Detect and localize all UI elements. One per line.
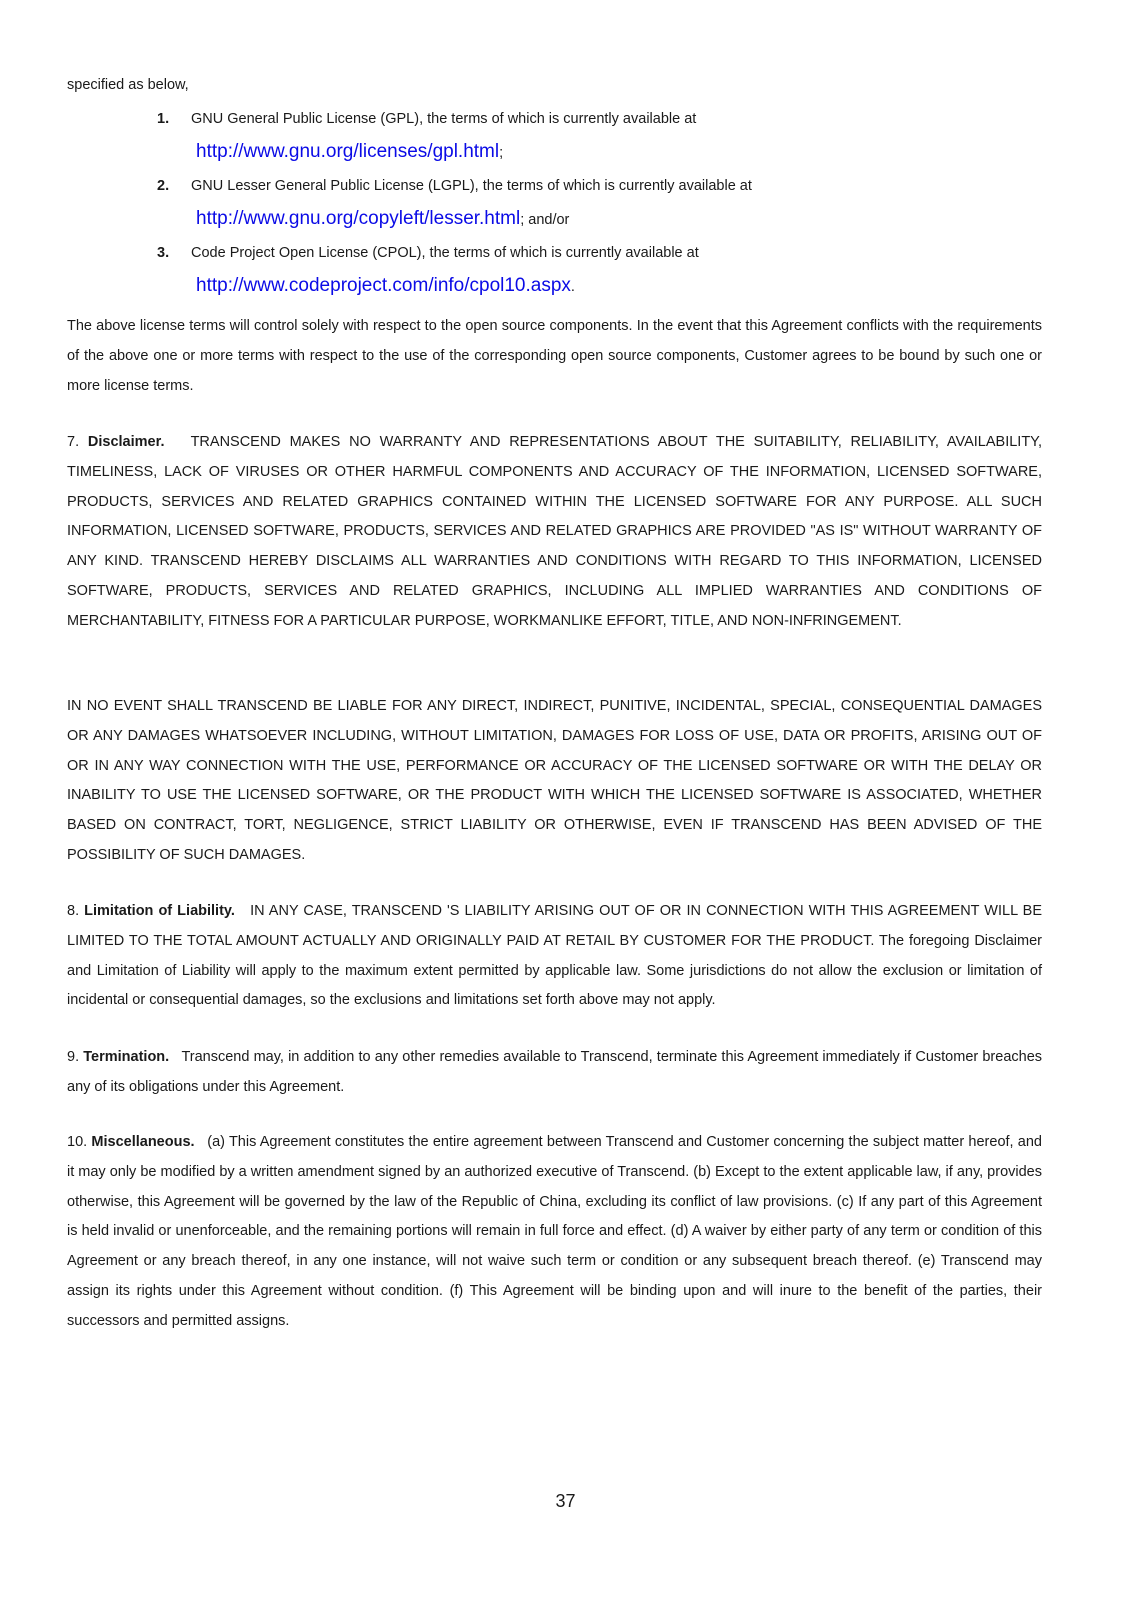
license-link-line (196, 275, 575, 297)
link-suffix: . (570, 279, 575, 295)
section-disclaimer-liability: IN NO EVENT SHALL TRANSCEND BE LIABLE FOR ANY DIRECT, INDIRECT, PUNITIVE, INCIDENTAL, SPECIAL, CONSEQUENTIAL DAMAGES OR ANY DAMAGES WHATSOEVER INCLUDING, WITHOUT LIMITATION, DAMAGES FOR LOSS OF USE, DATA OR PROFITS, ARISING OUT OF OR IN ANY WAY CONNECTION WITH THE USE, PERFORMANCE OR ACCURACY OF THE LICENSED SOFTWARE OR WITH THE DELAY OR INABILITY TO USE THE LICENSED SOFTWARE, OR THE PRODUCT WITH WHICH THE LICENSED SOFTWARE IS ASSOCIATED, WHETHER BASED ON CONTRACT, TORT, NEGLIGENCE, STRICT LIABILITY OR OTHERWISE, EVEN IF TRANSCEND HAS BEEN ADVISED OF THE POSSIBILITY OF SUCH DAMAGES. (67, 698, 1042, 863)
section-body: TRANSCEND MAKES NO WARRANTY AND REPRESENTATIONS ABOUT THE SUITABILITY, RELIABILITY, AVAILABILITY, TIMELINESS, LACK OF VIRUSES OR OTHER HARMFUL COMPONENTS AND ACCURACY OF THE INFORMATION, LICENSED SOFTWARE, PRODUCTS, SERVICES AND RELATED GRAPHICS CONTAINED WITHIN THE LICENSED SOFTWARE FOR ANY PURPOSE. ALL SUCH INFORMATION, LICENSED SOFTWARE, PRODUCTS, SERVICES AND RELATED GRAPHICS ARE PROVIDED "AS IS" WITHOUT WARRANTY OF ANY KIND. TRANSCEND HEREBY DISCLAIMS ALL WARRANTIES AND CONDITIONS WITH REGARD TO THIS INFORMATION, LICENSED SOFTWARE, PRODUCTS, SERVICES AND RELATED GRAPHICS, INCLUDING ALL IMPLIED WARRANTIES AND CONDITIONS OF MERCHANTABILITY, FITNESS FOR A PARTICULAR PURPOSE, WORKMANLIKE EFFORT, TITLE, AND NON-INFRINGEMENT. (67, 434, 1043, 629)
section-number: 10. (67, 1134, 88, 1150)
license-text: GNU General Public License (GPL), the terms of which is currently available at (191, 111, 697, 127)
section-limitation (67, 897, 1042, 1016)
license-text: Code Project Open License (CPOL), the terms of which is currently available at (191, 245, 699, 261)
section-title: Termination. (83, 1049, 170, 1065)
section-number: 9. (67, 1049, 80, 1065)
section-disclaimer (67, 428, 1042, 637)
section-title: Disclaimer. (87, 434, 165, 450)
license-item-cpol (157, 245, 699, 261)
link-suffix: ; (499, 145, 504, 161)
license-link-line (196, 141, 503, 163)
cpol-link[interactable]: http://www.codeproject.com/info/cpol10.aspx (196, 275, 571, 296)
section-number: 7. (67, 434, 80, 450)
section-title: Limitation of Liability. (84, 903, 235, 919)
license-link-line (196, 208, 569, 230)
list-number: 3. (157, 245, 170, 261)
section-body: Transcend may, in addition to any other remedies available to Transcend, terminate this Agreement immediately if Customer breaches any of its obligations under this Agreement. (67, 1049, 1043, 1095)
intro-text: specified as below, (67, 77, 189, 93)
section-number: 8. (67, 903, 80, 919)
license-text: GNU Lesser General Public License (LGPL), the terms of which is currently available at (191, 178, 752, 194)
link-suffix: ; and/or (520, 212, 570, 228)
list-number: 2. (157, 178, 170, 194)
section-title: Miscellaneous. (91, 1134, 195, 1150)
section-body: (a) This Agreement constitutes the entire agreement between Transcend and Customer concerning the subject matter hereof, and it may only be modified by a written amendment signed by an authorized executive of Transcend. (b) Except to the extent applicable law, if any, provides otherwise, this Agreement will be governed by the law of the Republic of China, excluding its conflict of law provisions. (c) If any part of this Agreement is held invalid or unenforceable, and the remaining portions will remain in full force and effect. (d) A waiver by either party of any term or condition of this Agreement or any breach thereof, in any one instance, will not waive such term or condition or any subsequent breach thereof. (e) Transcend may assign its rights under this Agreement without condition. (f) This Agreement will be binding upon and will inure to the benefit of the parties, their successors and permitted assigns. (67, 1134, 1042, 1329)
license-item-gpl (157, 111, 696, 127)
gpl-link[interactable]: http://www.gnu.org/licenses/gpl.html (196, 141, 500, 162)
open-source-note: The above license terms will control solely with respect to the open source components. In the event that this Agreement conflicts with the requirements of the above one or more terms with respect to the use of the corresponding open source components, Customer agrees to be bound by such one or more license terms. (67, 318, 1042, 394)
license-item-lgpl (157, 178, 752, 194)
section-miscellaneous (67, 1128, 1042, 1337)
section-termination (67, 1043, 1042, 1103)
page-number: 37 (555, 1491, 576, 1511)
lgpl-link[interactable]: http://www.gnu.org/copyleft/lesser.html (196, 208, 521, 229)
list-number: 1. (157, 111, 170, 127)
section-body: IN ANY CASE, TRANSCEND 'S LIABILITY ARISING OUT OF OR IN CONNECTION WITH THIS AGREEMENT WILL BE LIMITED TO THE TOTAL AMOUNT ACTUALLY AND ORIGINALLY PAID AT RETAIL BY CUSTOMER FOR THE PRODUCT. The foregoing Disclaimer and Limitation of Liability will apply to the maximum extent permitted by applicable law. Some jurisdictions do not allow the exclusion or limitation of incidental or consequential damages, so the exclusions and limitations set forth above may not apply. (67, 903, 1042, 1009)
